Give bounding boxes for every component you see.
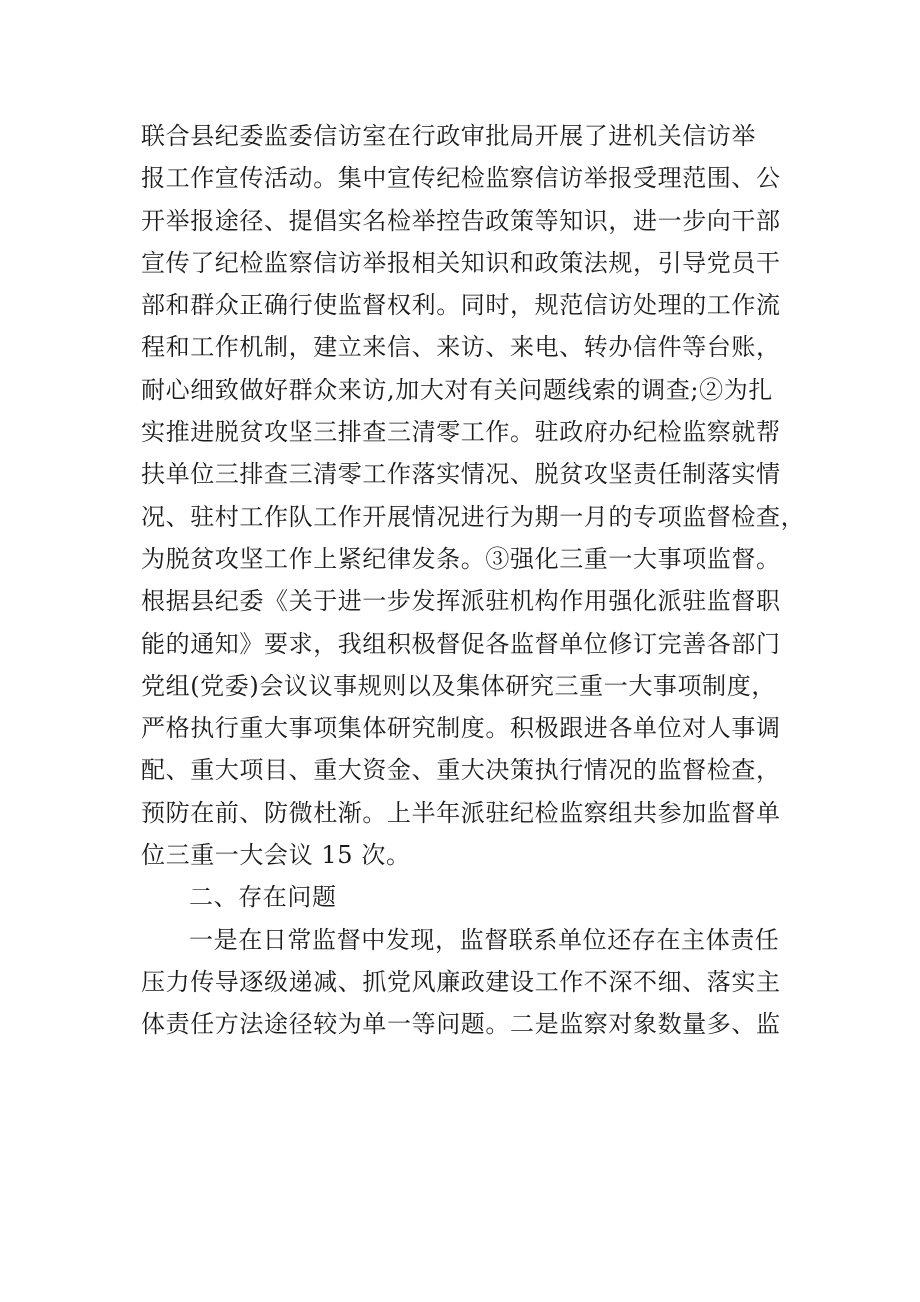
text-line: 位三重一大会议 15 次。: [141, 841, 411, 870]
text-line: 联合县纪委监委信访室在行政审批局开展了进机关信访举: [141, 122, 756, 150]
text-line: 扶单位三排查三清零工作落实情况、脱贫攻坚责任制落实情: [141, 460, 781, 489]
text-line: 部和群众正确行使监督权利。同时，规范信访处理的工作流: [141, 291, 781, 320]
text-line: 根据县纪委《关于进一步发挥派驻机构作用强化派驻监督职: [141, 587, 781, 616]
text-line: 配、重大项目、重大资金、重大决策执行情况的监督检查，: [141, 756, 781, 785]
text-line: 严格执行重大事项集体研究制度。积极跟进各单位对人事调: [141, 714, 781, 743]
text-line: 压力传导逐级递减、抓党风廉政建设工作不深不细、落实主: [141, 967, 781, 996]
text-line: 预防在前、防微杜渐。上半年派驻纪检监察组共参加监督单: [141, 798, 781, 827]
text-line: 实推进脱贫攻坚三排查三清零工作。驻政府办纪检监察就帮: [141, 418, 781, 447]
text-line: 宣传了纪检监察信访举报相关知识和政策法规，引导党员干: [141, 248, 781, 277]
text-line: 开举报途径、提倡实名检举控告政策等知识，进一步向干部: [141, 206, 781, 235]
text-line: 报工作宣传活动。集中宣传纪检监察信访举报受理范围、公: [141, 164, 781, 193]
paragraph-first-line: 一是在日常监督中发现，监督联系单位还存在主体责任: [189, 925, 780, 954]
text-line: 耐心细致做好群众来访,加大对有关问题线索的调查;②为扎: [141, 375, 773, 404]
text-line: 能的通知》要求，我组积极督促各监督单位修订完善各部门: [141, 629, 781, 658]
body-text: [141, 115, 821, 1046]
text-line: 程和工作机制，建立来信、来访、来电、转办信件等台账，: [141, 333, 781, 362]
text-line: 党组(党委)会议议事规则以及集体研究三重一大事项制度，: [141, 671, 776, 700]
text-line: 为脱贫攻坚工作上紧纪律发条。③强化三重一大事项监督。: [141, 544, 781, 573]
text-line: 况、驻村工作队工作开展情况进行为期一月的专项监督检查，: [141, 502, 806, 531]
text-line: 体责任方法途径较为单一等问题。二是监察对象数量多、监: [141, 1010, 781, 1039]
paragraph-first-line: 二、存在问题: [189, 883, 337, 912]
